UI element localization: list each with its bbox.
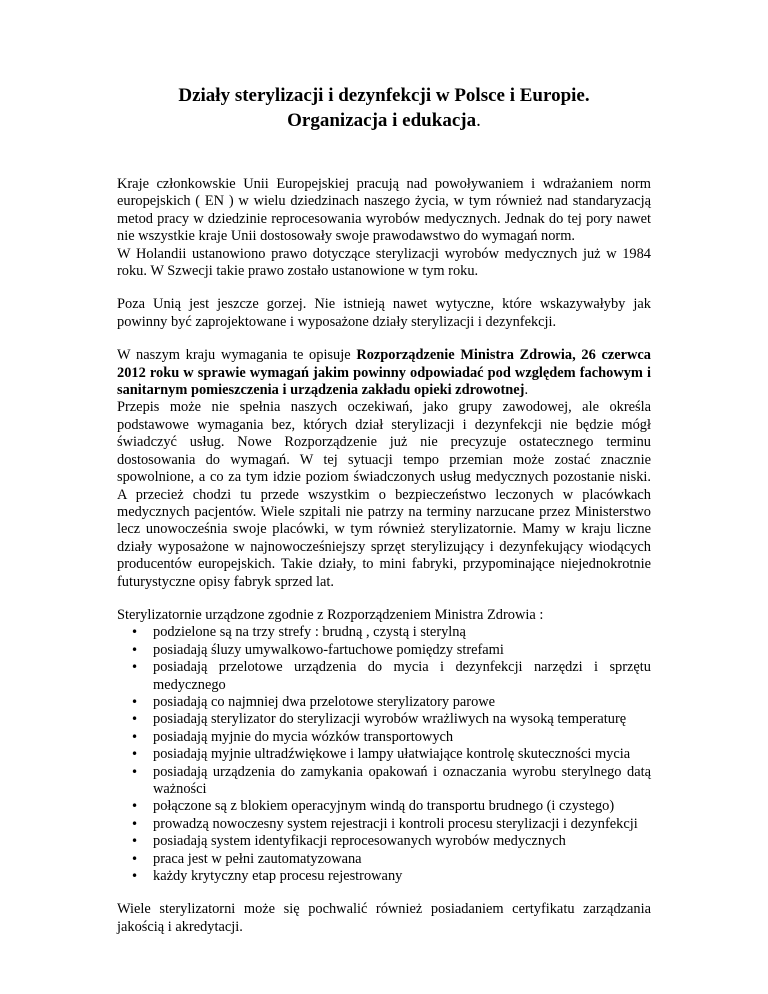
bullet-dot-icon: •: [131, 851, 139, 866]
list-item: [117, 833, 651, 850]
title-line-2-text: Organizacja i edukacja: [287, 110, 477, 131]
list-item-text: posiadają sterylizator do sterylizacji wyrobów wrażliwych na wysoką temperaturę: [153, 711, 627, 728]
paragraph-outside-eu: Poza Unią jest jeszcze gorzej. Nie istnieją nawet wytyczne, które wskazywałyby jak powinny być zaprojektowane i wyposażone działy sterylizacji i dezynfekcji.: [117, 296, 651, 330]
list-item: [117, 746, 651, 763]
list-item: [117, 659, 651, 694]
bullet-dot-icon: •: [131, 712, 139, 727]
regulation-title: Rozporządzenie Ministra Zdrowia, 26 czerwca 2012 roku w sprawie wymagań jakim powinny odpowiadać pod względem fachowym i sanitarnym pomieszczenia i urządzenia zakładu opieki zdrowotnej: [117, 347, 652, 399]
document-body: [117, 176, 651, 952]
list-item-text: posiadają myjnie ultradźwiękowe i lampy ułatwiające kontrolę skuteczności mycia: [153, 746, 631, 763]
paragraph-regulation: [117, 347, 651, 399]
bullet-dot-icon: •: [131, 660, 139, 675]
paragraph-netherlands: W Holandii ustanowiono prawo dotyczące sterylizacji wyrobów medycznych już w 1984 roku. W Szwecji takie prawo zostało ustanowione w tym roku.: [117, 245, 651, 280]
list-item: [117, 624, 651, 641]
paragraph-certification: Wiele sterylizatorni może się pochwalić również posiadaniem certyfikatu zarządzania jakością i akredytacji.: [117, 901, 651, 935]
list-item-text: posiadają śluzy umywalkowo-fartuchowe pomiędzy strefami: [153, 641, 504, 658]
bullet-dot-icon: •: [131, 625, 139, 640]
list-item-text: każdy krytyczny etap procesu rejestrowany: [153, 868, 403, 885]
list-item-text: posiadają co najmniej dwa przelotowe sterylizatory parowe: [153, 693, 496, 710]
list-item-text: połączone są z blokiem operacyjnym windą do transportu brudnego (i czystego): [153, 798, 615, 815]
bullet-dot-icon: •: [131, 747, 139, 762]
regulation-lead: W naszym kraju wymagania te opisuje: [117, 347, 357, 364]
list-item-text: posiadają urządzenia do zamykania opakowań i oznaczania wyrobu sterylnego datą ważności: [153, 763, 651, 797]
regulation-end: .: [524, 382, 529, 399]
list-item: [117, 694, 651, 711]
list-item-text: praca jest w pełni zautomatyzowana: [153, 850, 362, 867]
bullet-dot-icon: •: [131, 729, 139, 744]
list-item: [117, 764, 651, 799]
bullet-dot-icon: •: [131, 834, 139, 849]
title-line-1: Działy sterylizacji i dezynfekcji w Polsce i Europie.: [178, 85, 590, 106]
paragraph-regulation-commentary: Przepis może nie spełnia naszych oczekiwań, jako grupy zawodowej, ale określa podstawowe wymagania bez, których dział sterylizacji i dezynfekcji nie będzie mógł świadczyć usług. Nowe Rozporządzenie już nie precyzuje ostatecznego terminu dostosowania do wymagań. W tej sytuacji tempo przemian może zostać znacznie spowolnione, a co za tym idzie poziom świadczonych usług medycznych pozostanie niski. A przecież chodzi tu przede wszystkim o bezpieczeństwo leczonych w placówkach medycznych pacjentów. Wiele szpitali nie patrzy na terminy narzucane przez Ministerstwo lecz unowocześnia swoje placówki, w tym również sterylizatornie. Mamy w kraju liczne działy wyposażone w najnowocześniejszy sprzęt sterylizujący i dezynfekujący wiodących producentów europejskich. Takie działy, to mini fabryki, przypominające niejednokrotnie futurystyczne opisy fabryk sprzed lat.: [117, 399, 651, 590]
bullet-dot-icon: •: [131, 694, 139, 709]
list-item-text: podzielone są na trzy strefy : brudną , czystą i sterylną: [153, 624, 466, 641]
list-item: [117, 642, 651, 659]
bullet-dot-icon: •: [131, 816, 139, 831]
title-line-2-dot: .: [476, 110, 481, 131]
document-title: [100, 83, 668, 133]
paragraph-list-intro: Sterylizatornie urządzone zgodnie z Rozporządzeniem Ministra Zdrowia :: [117, 606, 544, 623]
list-item-text: prowadzą nowoczesny system rejestracji i kontroli procesu sterylizacji i dezynfekcji: [153, 815, 638, 832]
paragraph-intro: Kraje członkowskie Unii Europejskiej pracują nad powoływaniem i wdrażaniem norm europejskich ( EN ) w wielu dziedzinach naszego życia, w tym również nad standaryzacją metod pracy w dziedzinie reprocesowania wyrobów medycznych. Jednak do tej pory nawet nie wszystkie kraje Unii dostosowały swoje prawodawstwo do wymagań norm.: [117, 176, 651, 245]
bullet-dot-icon: •: [131, 799, 139, 814]
list-item-text: posiadają myjnie do mycia wózków transportowych: [153, 728, 454, 745]
list-item-text: posiadają system identyfikacji reprocesowanych wyrobów medycznych: [153, 833, 566, 850]
list-item: [117, 868, 651, 885]
list-item: [117, 798, 651, 815]
list-item-text: posiadają przelotowe urządzenia do mycia i dezynfekcji narzędzi i sprzętu medycznego: [153, 659, 651, 693]
bullet-dot-icon: •: [131, 764, 139, 779]
list-item: [117, 851, 651, 868]
title-line-2: [100, 108, 668, 133]
list-item: [117, 816, 651, 833]
bullet-dot-icon: •: [131, 642, 139, 657]
list-item: [117, 711, 651, 728]
list-item: [117, 729, 651, 746]
requirements-list: [117, 624, 651, 885]
bullet-dot-icon: •: [131, 869, 139, 884]
